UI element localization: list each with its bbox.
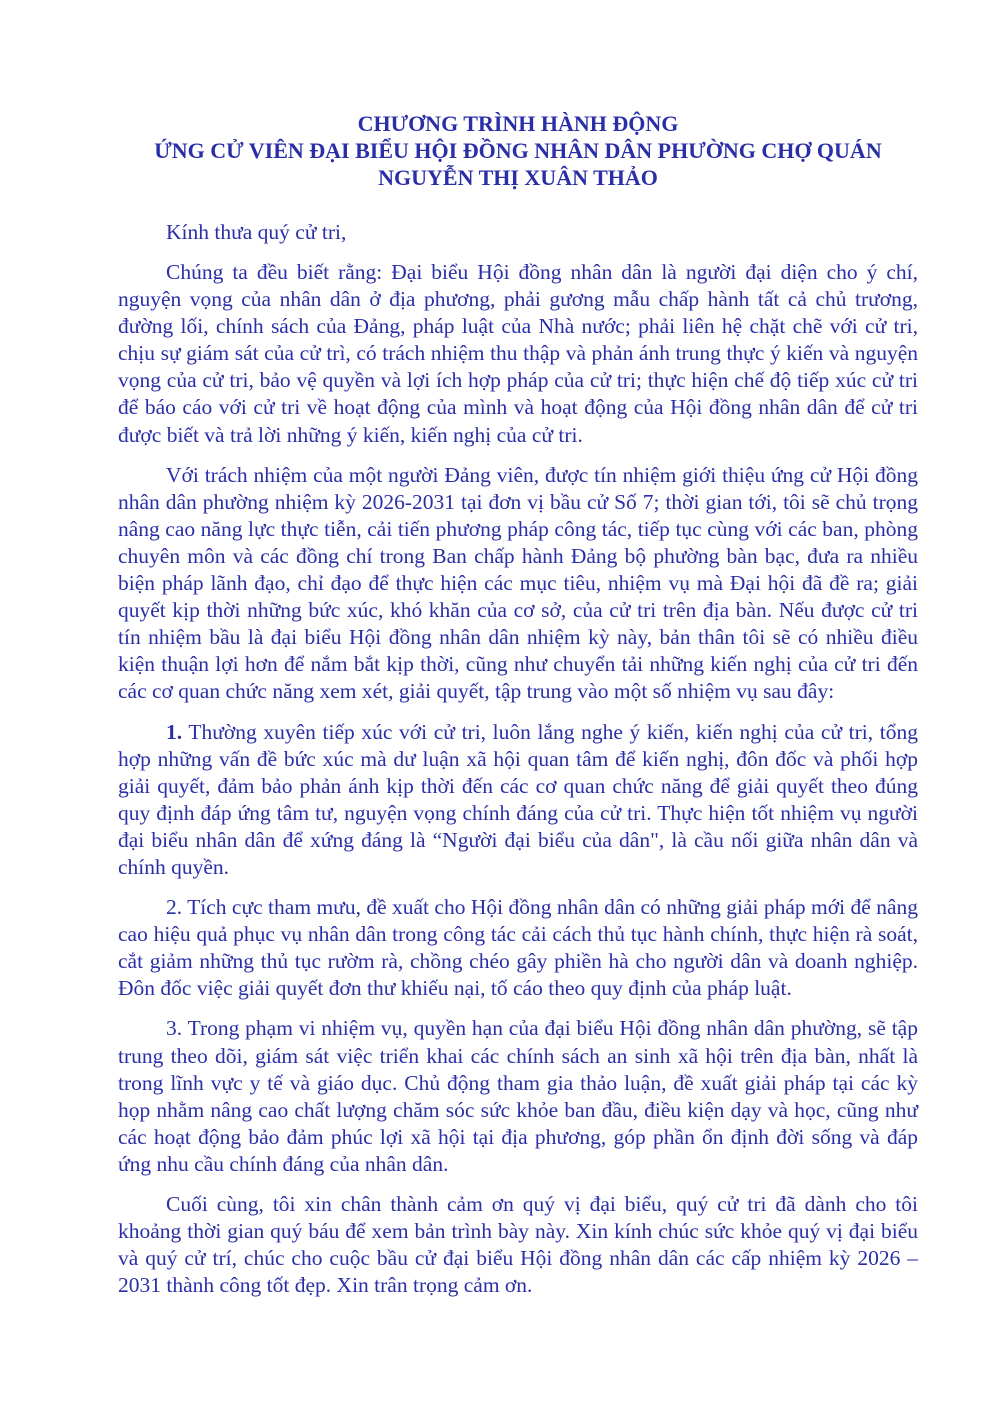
title-line-2: ỨNG CỬ VIÊN ĐẠI BIỂU HỘI ĐỒNG NHÂN DÂN PHƯỜNG CHỢ QUÁN (154, 138, 882, 163)
document-title (118, 110, 918, 191)
task-item-number: 3. (166, 1016, 183, 1041)
task-item-3 (118, 1015, 918, 1178)
task-item-number: 1. (166, 719, 183, 744)
paragraph-commitment: Với trách nhiệm của một người Đảng viên, được tín nhiệm giới thiệu ứng cử Hội đồng nhân dân phường nhiệm kỳ 2026-2031 tại đơn vị bầu cử Số 7; thời gian tới, tôi sẽ chủ trọng nâng cao năng lực thực tiễn, cải tiến phương pháp công tác, tiếp tục cùng với các ban, phòng chuyên môn và các đồng chí trong Ban chấp hành Đảng bộ phường bàn bạc, đưa ra nhiều biện pháp lãnh đạo, chỉ đạo để thực hiện các mục tiêu, nhiệm vụ mà Đại hội đã đề ra; giải quyết kịp thời những bức xúc, khó khăn của cơ sở, của cử tri trên địa bàn. Nếu được cử tri tín nhiệm bầu là đại biểu Hội đồng nhân dân nhiệm kỳ này, bản thân tôi sẽ có nhiều điều kiện thuận lợi hơn để nắm bắt kịp thời, cũng như chuyển tải những kiến nghị của cử tri đến các cơ quan chức năng xem xét, giải quyết, tập trung vào một số nhiệm vụ sau đây: (118, 462, 918, 704)
closing-paragraph: Cuối cùng, tôi xin chân thành cảm ơn quý vị đại biểu, quý cử tri đã dành cho tôi khoảng thời gian quý báu để xem bản trình bày này. Xin kính chúc sức khỏe quý vị đại biểu và quý cử trí, chúc cho cuộc bầu cử đại biểu Hội đồng nhân dân các cấp nhiệm kỳ 2026 – 2031 thành công tốt đẹp. Xin trân trọng cảm ơn. (118, 1192, 918, 1298)
paragraph-intro: Chúng ta đều biết rằng: Đại biểu Hội đồng nhân dân là người đại diện cho ý chí, nguyện vọng của nhân dân ở địa phương, phải gương mẫu chấp hành tất cả chủ trương, đường lối, chính sách của Đảng, pháp luật của Nhà nước; phải liên hệ chặt chẽ với cử tri, chịu sự giám sát của cử trì, có trách nhiệm thu thập và phản ánh trung thực ý kiến và nguyện vọng của cử tri, bảo vệ quyền và lợi ích hợp pháp của cử tri; thực hiện chế độ tiếp xúc cử tri để báo cáo với cử tri về hoạt động của mình và hoạt động của Hội đồng nhân dân để cử tri được biết và trả lời những ý kiến, kiến nghị của cử tri. (118, 260, 918, 447)
task-item-2 (118, 894, 918, 1002)
task-item-text: Thường xuyên tiếp xúc với cử tri, luôn lắng nghe ý kiến, kiến nghị của cử tri, tổng hợp những vấn đề bức xúc mà dư luận xã hội quan tâm để kiến nghị, đôn đốc và phối hợp giải quyết, đảm bảo phản ánh kịp thời đến các cơ quan chức năng để giải quyết theo đúng quy định đáp ứng tâm tư, nguyện vọng chính đáng của cử tri. Thực hiện tốt nhiệm vụ người đại biểu nhân dân để xứng đáng là “Người đại biểu của dân", là cầu nối giữa nhân dân và chính quyền. (118, 719, 918, 879)
document-page (118, 110, 918, 1299)
title-line-1: CHƯƠNG TRÌNH HÀNH ĐỘNG (357, 111, 679, 136)
title-line-3: NGUYỄN THỊ XUÂN THẢO (378, 165, 658, 190)
task-item-1 (118, 719, 918, 882)
greeting: Kính thưa quý cử tri, (166, 220, 347, 244)
task-item-text: Trong phạm vi nhiệm vụ, quyền hạn của đại biểu Hội đồng nhân dân phường, sẽ tập trung theo dõi, giám sát việc triển khai các chính sách an sinh xã hội trên địa bàn, nhất là trong lĩnh vực y tế và giáo dục. Chủ động tham gia thảo luận, đề xuất giải pháp tại các kỳ họp nhằm nâng cao chất lượng chăm sóc sức khỏe ban đầu, điều kiện dạy và học, cũng như các hoạt động bảo đảm phúc lợi xã hội tại địa phương, góp phần ổn định đời sống và đáp ứng nhu cầu chính đáng của nhân dân. (118, 1016, 918, 1176)
task-item-text: Tích cực tham mưu, đề xuất cho Hội đồng nhân dân có những giải pháp mới để nâng cao hiệu quả phục vụ nhân dân trong công tác cải cách thủ tục hành chính, thực hiện rà soát, cắt giảm những thủ tục rườm rà, chồng chéo gây phiền hà cho người dân và doanh nghiệp. Đôn đốc việc giải quyết đơn thư khiếu nại, tố cáo theo quy định của pháp luật. (118, 895, 918, 1001)
task-item-number: 2. (166, 895, 183, 920)
